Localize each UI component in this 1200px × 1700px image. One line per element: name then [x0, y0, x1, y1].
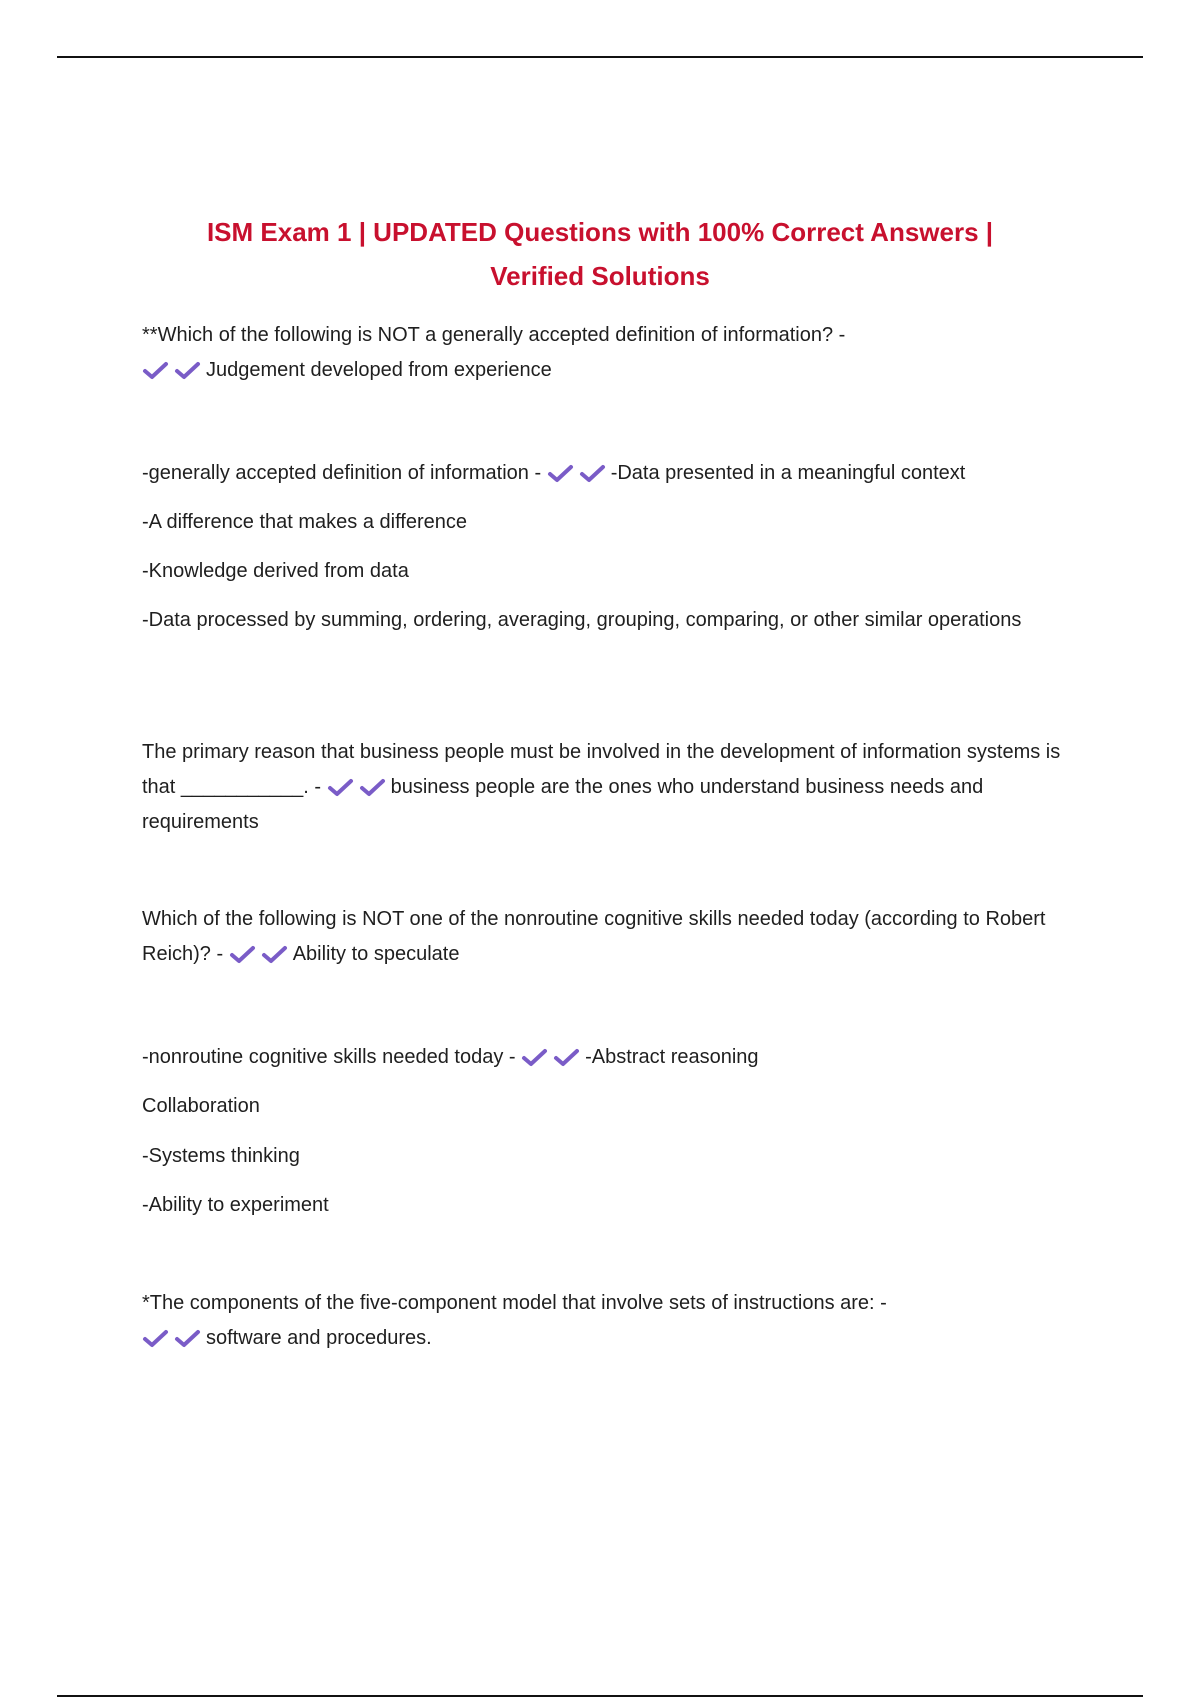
list-item: -Data processed by summing, ordering, averaging, grouping, comparing, or other similar operations [142, 609, 1022, 631]
list-item: -Systems thinking [142, 1145, 300, 1167]
list-item: -A difference that makes a difference [142, 511, 468, 533]
question-text: -nonroutine cognitive skills needed today - [142, 1046, 516, 1068]
question-text: -generally accepted definition of information - [142, 462, 542, 484]
question-text: **Which of the following is NOT a generally accepted definition of information? - [142, 324, 846, 346]
double-check-icon [229, 943, 293, 965]
double-check-icon [142, 1327, 206, 1349]
double-check-icon [142, 359, 206, 381]
qa-block-4 [142, 902, 1072, 972]
bottom-rule [57, 1695, 1143, 1697]
answer-text: -Data presented in a meaningful context [610, 462, 966, 484]
title-line-2: Verified Solutions [490, 261, 710, 291]
qa-block-3 [142, 735, 1072, 840]
qa-block-5 [142, 1040, 1072, 1075]
double-check-icon [327, 776, 391, 798]
qa-block-2 [142, 456, 1072, 491]
answer-text: Ability to speculate [292, 943, 460, 965]
question-text: The primary reason that business people must be involved in the development of information systems is that ___________. - [142, 741, 1061, 798]
top-rule [57, 56, 1143, 58]
question-text: Which of the following is NOT one of the nonroutine cognitive skills needed today (according to Robert Reich)? - [142, 908, 1046, 965]
qa-block-1 [142, 318, 1072, 388]
title-line-1: ISM Exam 1 | UPDATED Questions with 100% Correct Answers | [206, 217, 994, 247]
list-item: Collaboration [142, 1095, 260, 1117]
double-check-icon [521, 1046, 585, 1068]
answer-text: Judgement developed from experience [206, 359, 552, 381]
document-title [150, 210, 1050, 298]
qa-block-6 [142, 1286, 1072, 1356]
double-check-icon [547, 462, 611, 484]
answer-text: -Abstract reasoning [585, 1046, 759, 1068]
answer-text: business people are the ones who understand business needs and requirements [142, 776, 984, 833]
question-text: *The components of the five-component model that involve sets of instructions are: - [142, 1292, 887, 1314]
list-item: -Ability to experiment [142, 1194, 329, 1216]
list-item: -Knowledge derived from data [142, 560, 409, 582]
answer-text: software and procedures. [206, 1327, 432, 1349]
